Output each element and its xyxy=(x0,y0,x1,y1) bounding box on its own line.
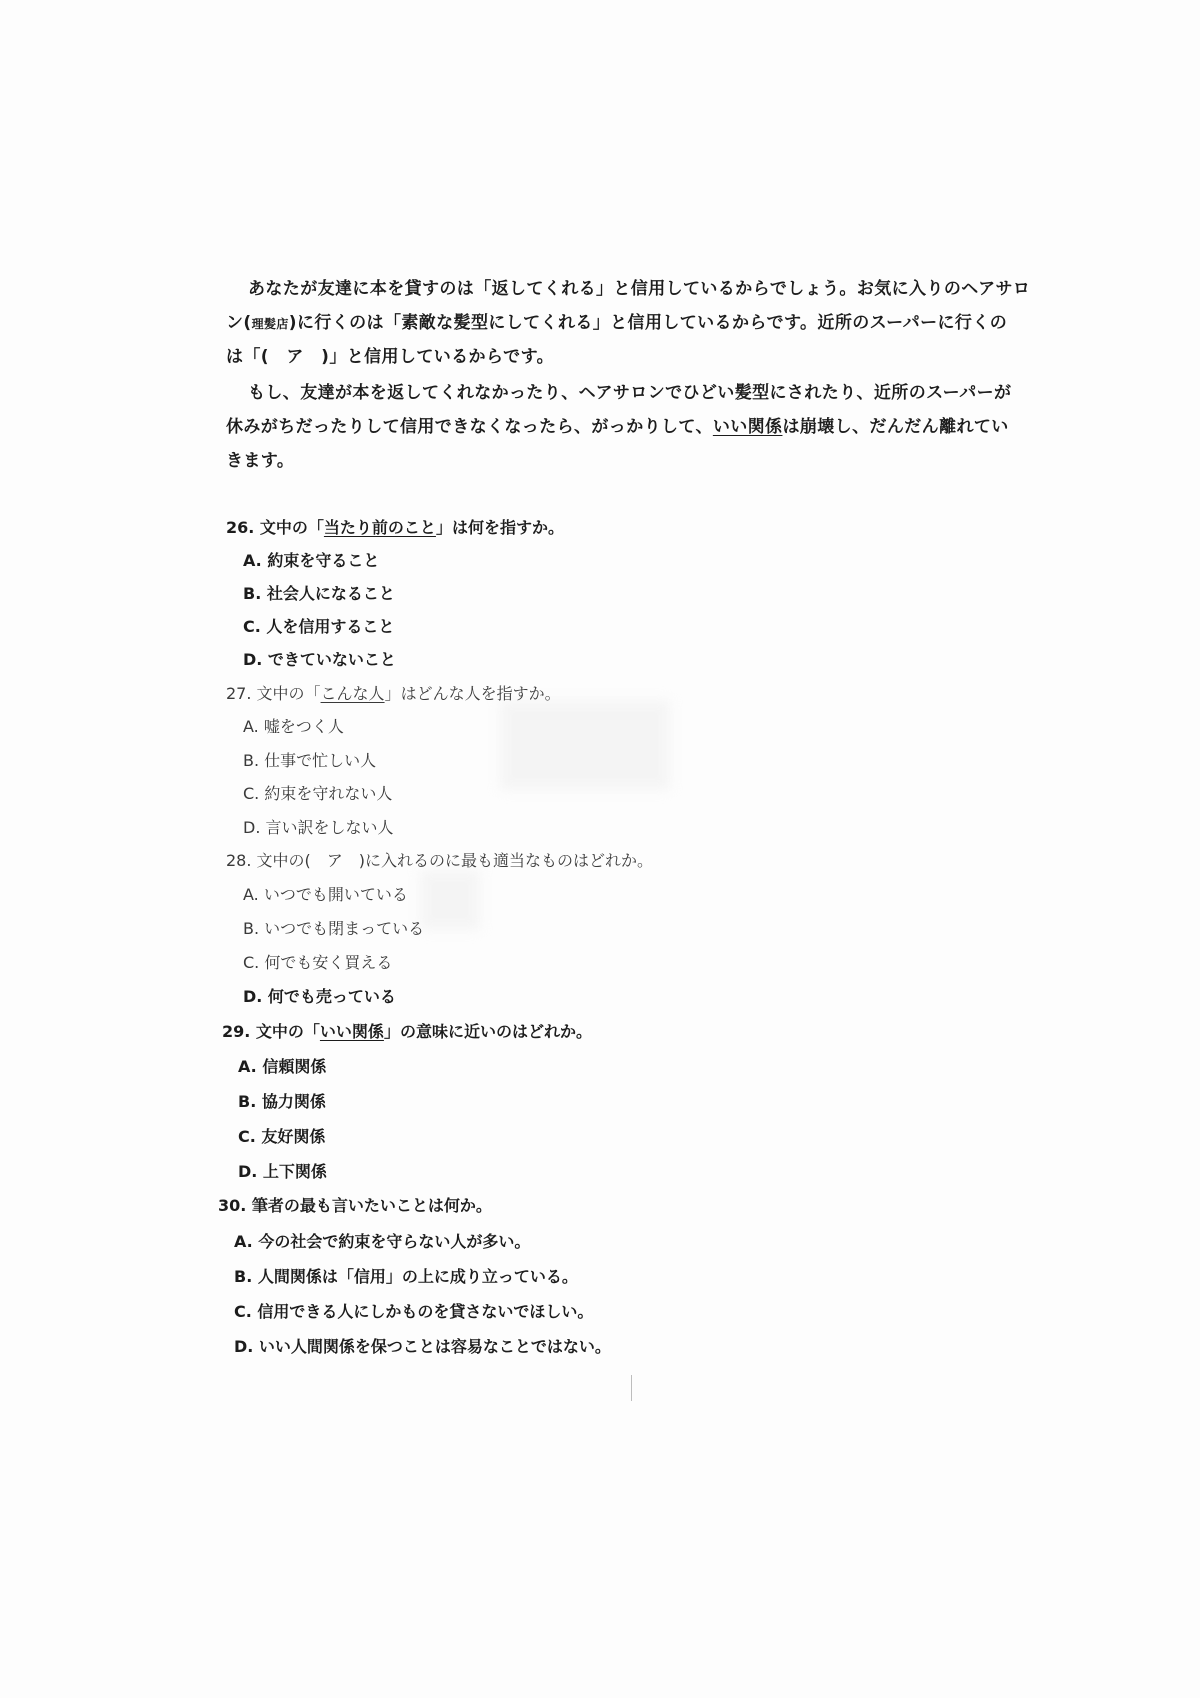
passage-line: きます。 xyxy=(226,451,295,471)
option[interactable]: C. 人を信用すること xyxy=(243,617,395,636)
option[interactable]: D. 言い訳をしない人 xyxy=(243,818,394,837)
question-30: 30. 筆者の最も言いたいことは何か。 xyxy=(218,1196,492,1215)
option[interactable]: D. できていないこと xyxy=(243,650,396,669)
question-27: 27. 文中の「こんな人」はどんな人を指すか。 xyxy=(226,684,561,703)
scan-smudge xyxy=(420,870,480,930)
scan-smudge xyxy=(500,700,670,790)
question-29: 29. 文中の「いい関係」の意味に近いのはどれか。 xyxy=(222,1022,592,1041)
option[interactable]: A. 嘘をつく人 xyxy=(243,717,344,736)
passage-line: 休みがちだったりして信用できなくなったら、がっかりして、いい関係は崩壊し、だんだん離れてい xyxy=(226,417,1009,437)
underlined-phrase: いい関係 xyxy=(712,417,783,437)
passage-line: は「( ア )」と信用しているからです。 xyxy=(226,347,555,367)
scan-mark xyxy=(631,1375,632,1401)
option[interactable]: C. 何でも安く買える xyxy=(243,953,393,972)
option[interactable]: D. 上下関係 xyxy=(238,1162,327,1181)
option[interactable]: A. 信頼関係 xyxy=(238,1057,327,1076)
option[interactable]: A. いつでも開いている xyxy=(243,885,408,904)
question-28: 28. 文中の( ア )に入れるのに最も適当なものはどれか。 xyxy=(226,851,654,870)
option[interactable]: C. 友好関係 xyxy=(238,1127,326,1146)
option[interactable]: A. 今の社会で約束を守らない人が多い。 xyxy=(234,1232,531,1251)
option[interactable]: C. 約束を守れない人 xyxy=(243,784,393,803)
option[interactable]: D. 何でも売っている xyxy=(243,987,396,1006)
option[interactable]: B. 人間関係は「信用」の上に成り立っている。 xyxy=(234,1267,578,1286)
option[interactable]: B. 社会人になること xyxy=(243,584,395,603)
underlined-phrase: こんな人 xyxy=(320,684,385,703)
option[interactable]: D. いい人間関係を保つことは容易なことではない。 xyxy=(234,1337,611,1356)
underlined-phrase: いい関係 xyxy=(319,1022,384,1041)
option[interactable]: B. 仕事で忙しい人 xyxy=(243,751,377,770)
option[interactable]: B. 協力関係 xyxy=(238,1092,326,1111)
passage-line: ン(理髪店)に行くのは「素敵な髪型にしてくれる」と信用しているからです。近所のスーパーに行くの xyxy=(226,313,1008,333)
option[interactable]: C. 信用できる人にしかものを貸さないでほしい。 xyxy=(234,1302,594,1321)
question-26: 26. 文中の「当たり前のこと」は何を指すか。 xyxy=(226,518,564,537)
option[interactable]: A. 約束を守ること xyxy=(243,551,380,570)
passage-line: もし、友達が本を返してくれなかったり、ヘアサロンでひどい髪型にされたり、近所のスーパーが xyxy=(248,383,1012,403)
option[interactable]: B. いつでも閉まっている xyxy=(243,919,425,938)
passage-line: あなたが友達に本を貸すのは「返してくれる」と信用しているからでしょう。お気に入りのヘアサロ xyxy=(248,279,1031,299)
underlined-phrase: 当たり前のこと xyxy=(323,518,436,537)
